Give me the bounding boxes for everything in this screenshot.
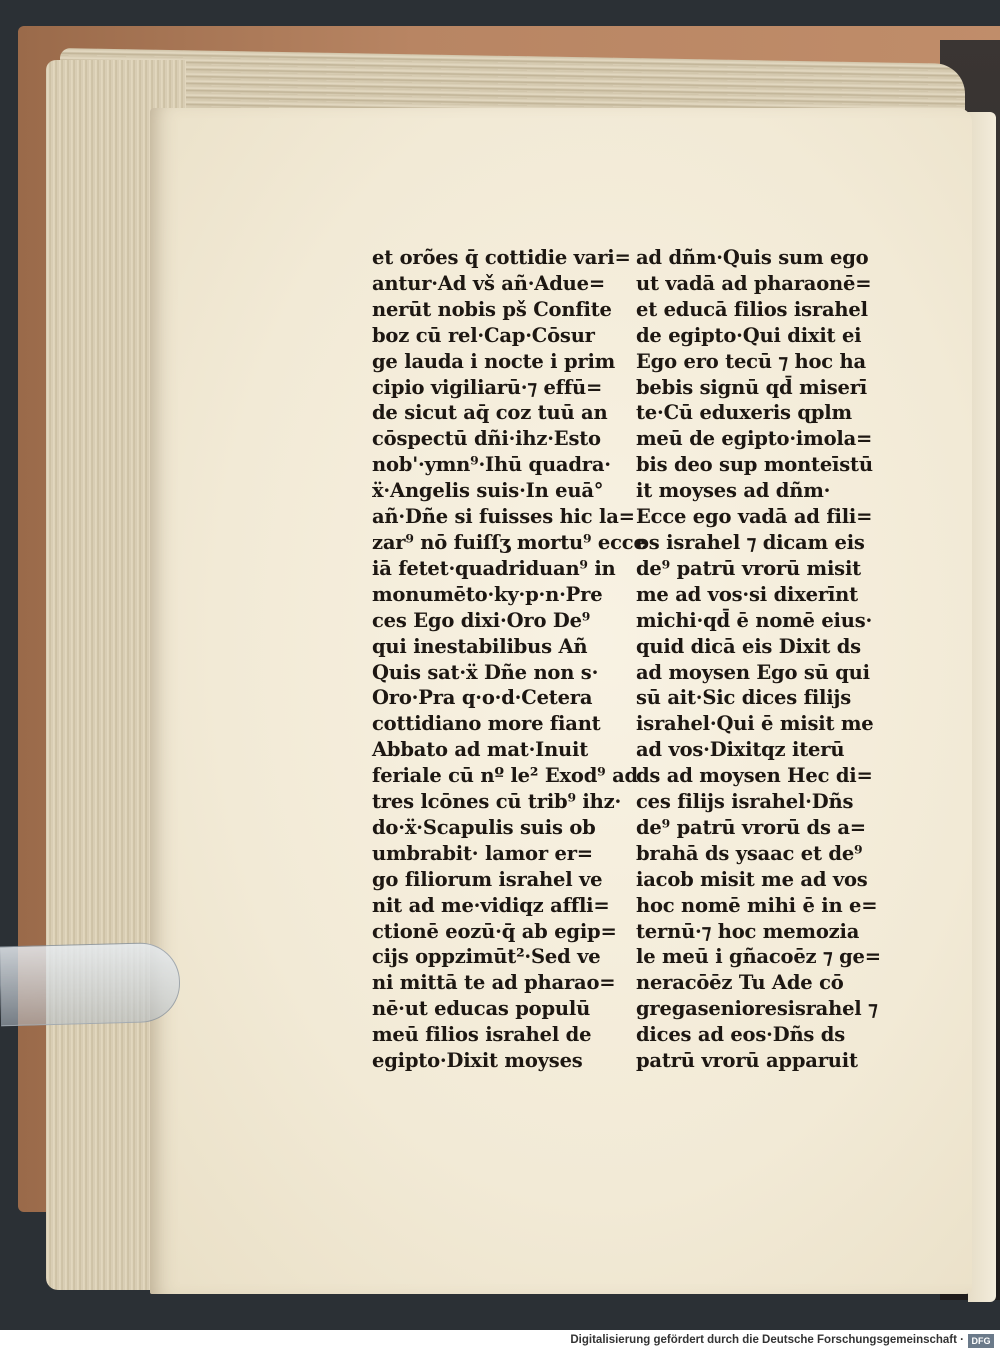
text-line: patrū vrorū apparuit [636,1049,858,1073]
text-line: quid dicā eis Dixit ds [636,634,861,658]
bookmark-strip [0,942,181,1027]
text-line: le meū i gñacoēz ⁊ ge= [636,945,881,969]
text-line: de sicut aq̄ coz tuū an [372,401,608,425]
text-line: cōspectū dñi·ihz·Esto [372,427,601,451]
text-line: meū de egipto·imola= [636,427,873,451]
text-line: ad moysen Ego sū qui [636,660,870,684]
text-line: ni mittā te ad pharao= [372,971,616,995]
text-line: nit ad me·vidiqz affli= [372,893,610,917]
text-line: egipto·Dixit moyses [372,1049,583,1073]
text-line: Quis sat·ẍ Dñe non s· [372,660,599,684]
text-line: brahā ds ysaac et de⁹ [636,841,863,865]
text-column-right [636,245,881,1074]
text-line: sū ait·Sic dices filijs [636,686,852,710]
text-line: nerūt nobis pš Confite [372,297,612,321]
text-line: et orões q̄ cottidie vari= [372,246,631,269]
text-line: ad vos·Dixitqz iterū [636,738,845,762]
text-line: meū filios israhel de [372,1023,592,1047]
text-line: iacob misit me ad vos [636,867,868,891]
funding-credit: Digitalisierung gefördert durch die Deutsche Forschungsgemeinschaft · [570,1334,964,1346]
text-line: te·Cū eduxeris ɋplm [636,401,852,425]
text-line: ad dñm·Quis sum ego [636,246,869,269]
text-line: ds ad moysen Hec di= [636,764,873,788]
text-line: boz cū rel·Cap·Cōsur [372,323,595,347]
text-line: añ·Dñe si fuisses hic la= [372,505,635,529]
text-line: nē·ut educas populū [372,997,591,1021]
text-line: et educā filios israhel [636,297,868,321]
text-line: neracōēz Tu Ade cō [636,971,844,995]
text-line: ces filijs israhel·Dñs [636,790,854,814]
text-line: go filiorum israhel ve [372,867,603,891]
text-line: umbrabit· lamor er= [372,841,593,865]
text-line: hoc nomē mihi ē in e= [636,893,878,917]
text-line: dices ad eos·Dñs ds [636,1023,845,1047]
text-line: os israhel ⁊ dicam eis [636,530,865,554]
text-line: tres lcōnes cū trib⁹ ihz· [372,790,622,814]
text-line: it moyses ad dñm· [636,479,831,503]
text-line: Abbato ad mat·Inuit [372,738,589,762]
text-line: antur·Ad vš añ·Adue= [372,271,605,295]
text-line: ut vadā ad pharaonē= [636,271,872,295]
text-line: de⁹ patrū vrorū misit [636,556,861,580]
text-line: ctionē eozū·q̄ ab egip= [372,919,617,943]
text-line: israhel·Qui ē misit me [636,712,874,736]
text-line: zar⁹ nō fuiſſʒ mortu⁹ ecce [372,530,646,554]
text-line: feriale cū nº le² Exod⁹ ad [372,764,638,788]
footer-bar [0,1330,1000,1354]
text-line: ces Ego dixi·Oro De⁹ [372,608,591,632]
text-line: monumēto·ky·p·n·Pre [372,582,603,606]
text-line: bebis signū qd̄ miserī [636,375,867,399]
text-line: ge lauda i nocte i prim [372,349,616,373]
text-line: nob'·ymn⁹·Ihū quadra· [372,453,611,477]
text-column-left [372,245,646,1074]
text-line: cijs oppzimūt²·Sed ve [372,945,601,969]
text-line: ẍ·Angelis suis·In euā° [372,479,604,503]
text-line: ternū·⁊ hoc memozia [636,919,860,943]
text-line: bis deo sup monteīstū [636,453,873,477]
dfg-logo-icon: DFG [968,1334,994,1348]
text-line: de⁹ patrū vrorū ds a= [636,815,866,839]
text-line: do·ẍ·Scapulis suis ob [372,815,596,839]
text-line: me ad vos·si dixerīnt [636,582,858,606]
text-line: gregasenioresisrahel ⁊ [636,997,878,1021]
text-line: Ego ero tecū ⁊ hoc ha [636,349,866,373]
text-line: cottidiano more fiant [372,712,601,736]
text-line: michi·qd̄ ē nomē eius· [636,608,873,632]
text-line: de egipto·Qui dixit ei [636,323,862,347]
text-line: Oro·Pra q·o·d·Cetera [372,686,593,710]
text-line: Ecce ego vadā ad fili= [636,505,873,529]
text-line: cipio vigiliarū·⁊ effū= [372,375,603,399]
text-line: iā fetet·quadriduan⁹ in [372,556,616,580]
page-right-edge [968,112,996,1302]
text-line: qui inestabilibus Añ [372,634,588,658]
